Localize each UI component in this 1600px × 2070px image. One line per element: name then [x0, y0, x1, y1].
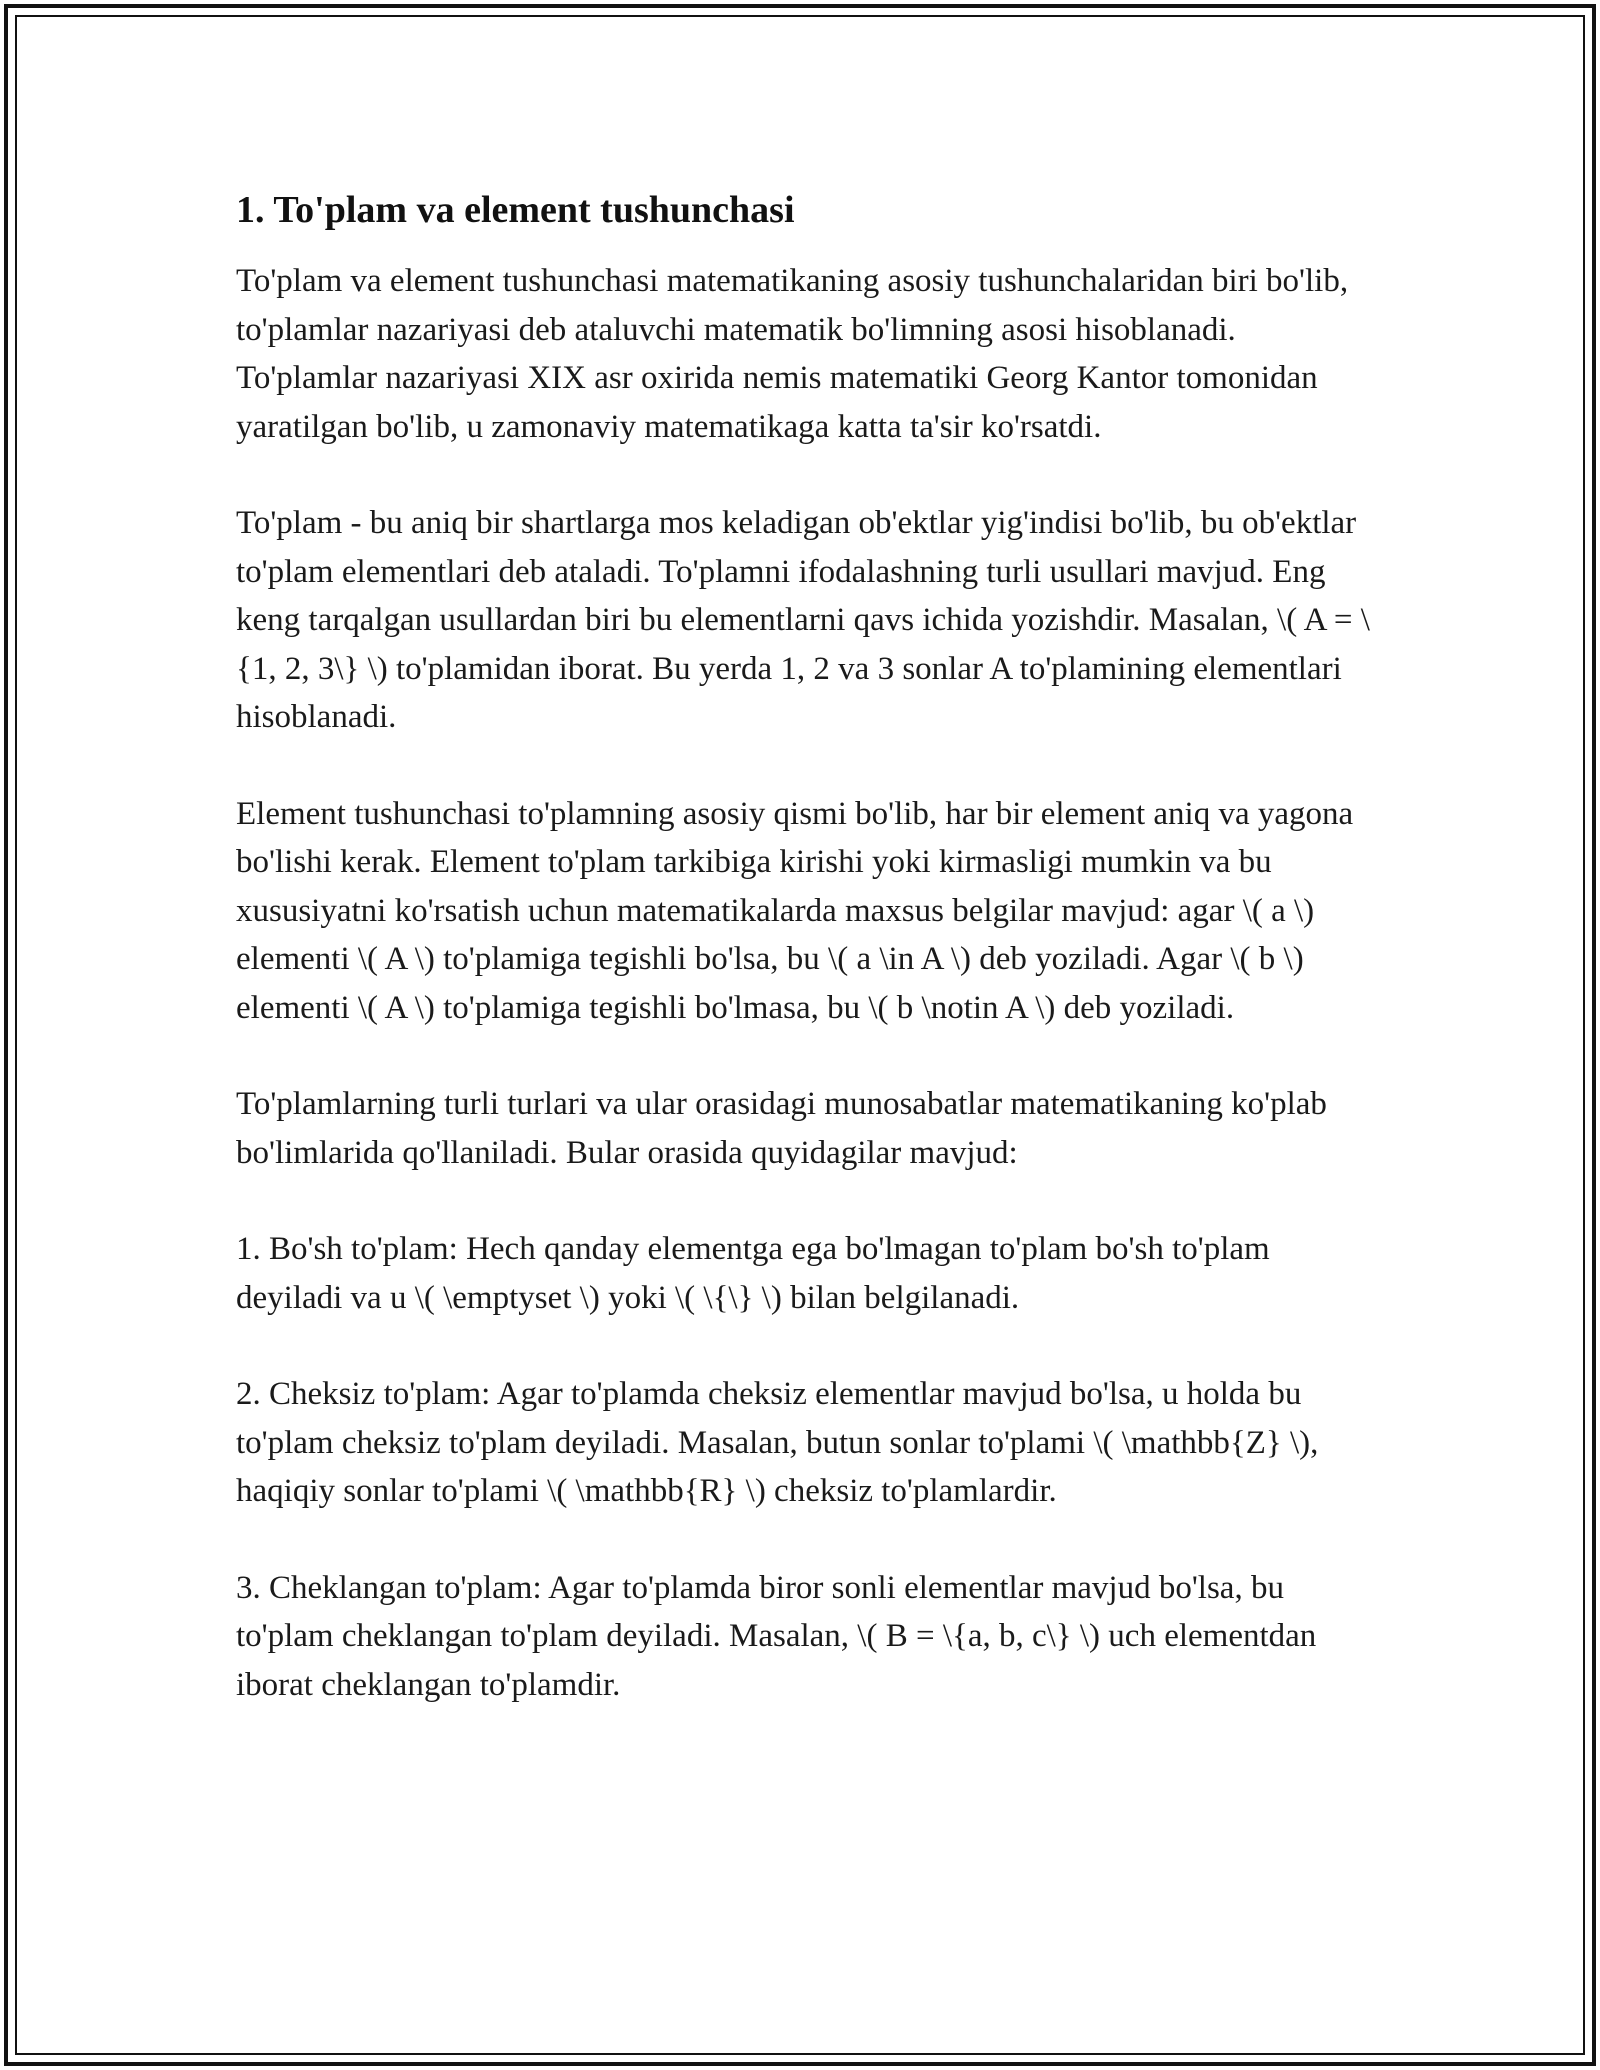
- list-item-empty-set: 1. Bo'sh to'plam: Hech qanday elementga ega bo'lmagan to'plam bo'sh to'plam deyiladi va u \( \emptyset \) yoki \( \{\} \) bilan belgilanadi.: [236, 1231, 1270, 1316]
- list-item-infinite-set: 2. Cheksiz to'plam: Agar to'plamda cheksiz elementlar mavjud bo'lsa, u holda bu to'plam cheksiz to'plam deyiladi. Masalan, butun sonlar to'plami \( \mathbb{Z} \), haqiqiy sonlar to'plami \( \mathbb{R} \) cheksiz to'plamlardir.: [236, 1376, 1319, 1509]
- document-body: [236, 185, 1376, 1757]
- paragraph-set-definition: To'plam - bu aniq bir shartlarga mos keladigan ob'ektlar yig'indisi bo'lib, bu ob'ektlar to'plam elementlari deb ataladi. To'plamni ifodalashning turli usullari mavjud. Eng keng tarqalgan usullardan biri bu elementlarni qavs ichida yozishdir. Masalan, \( A = \{1, 2, 3\} \) to'plamidan iborat. Bu yerda 1, 2 va 3 sonlar A to'plamining elementlari hisoblanadi.: [236, 505, 1370, 735]
- list-item-finite-set: 3. Cheklangan to'plam: Agar to'plamda biror sonli elementlar mavjud bo'lsa, bu to'plam cheklangan to'plam deyiladi. Masalan, \( B = \{a, b, c\} \) uch elementdan iborat cheklangan to'plamdir.: [236, 1569, 1317, 1703]
- paragraph-set-types-intro: To'plamlarning turli turlari va ular orasidagi munosabatlar matematikaning ko'plab bo'limlarida qo'llaniladi. Bular orasida quyidagilar mavjud:: [236, 1086, 1327, 1171]
- paragraph-intro: To'plam va element tushunchasi matematikaning asosiy tushunchalaridan biri bo'lib, to'plamlar nazariyasi deb ataluvchi matematik bo'limning asosi hisoblanadi. To'plamlar nazariyasi XIX asr oxirida nemis matematiki Georg Kantor tomonidan yaratilgan bo'lib, u zamonaviy matematikaga katta ta'sir ko'rsatdi.: [236, 263, 1349, 445]
- page-title: 1. To'plam va element tushunchasi: [236, 189, 795, 231]
- paragraph-element-concept: Element tushunchasi to'plamning asosiy qismi bo'lib, har bir element aniq va yagona bo'lishi kerak. Element to'plam tarkibiga kirishi yoki kirmasligi mumkin va bu xususiyatni ko'rsatish uchun matematikalarda maxsus belgilar mavjud: agar \( a \) elementi \( A \) to'plamiga tegishli bo'lsa, bu \( a \in A \) deb yoziladi. Agar \( b \) elementi \( A \) to'plamiga tegishli bo'lmasa, bu \( b \notin A \) deb yoziladi.: [236, 795, 1354, 1026]
